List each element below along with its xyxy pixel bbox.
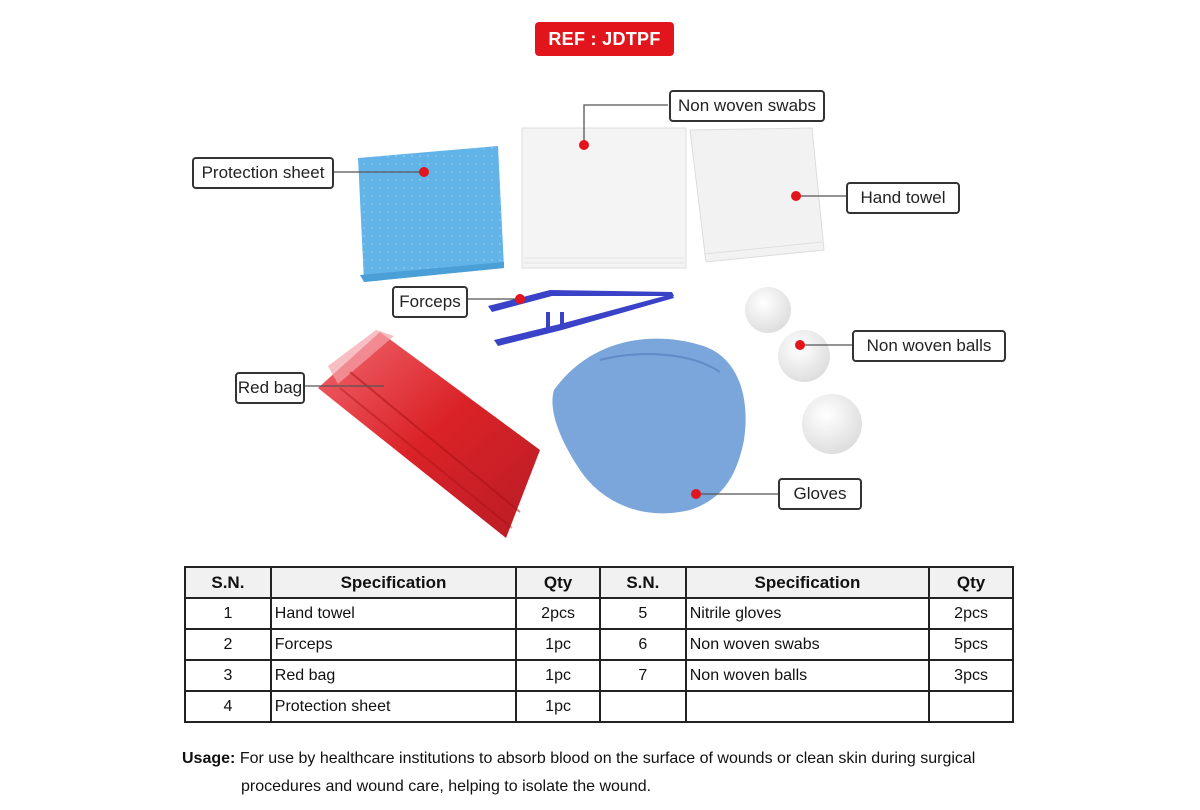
header-qty: Qty [516, 567, 600, 598]
hand-towel-image [690, 128, 824, 262]
usage-note [182, 745, 1022, 801]
cell-specification: Nitrile gloves [686, 598, 929, 629]
cell-sn [600, 691, 686, 722]
table-row [185, 691, 1013, 722]
specification-table [184, 566, 1014, 723]
cell-specification: Hand towel [271, 598, 516, 629]
cell-qty: 2pcs [516, 598, 600, 629]
usage-text-line2: procedures and wound care, helping to isolate the wound. [241, 778, 652, 795]
callout-non-woven-swabs: Non woven swabs [669, 90, 825, 122]
cell-sn: 2 [185, 629, 271, 660]
non-woven-swabs-image [522, 128, 686, 268]
cell-qty: 1pc [516, 629, 600, 660]
cell-specification: Non woven swabs [686, 629, 929, 660]
cell-qty: 1pc [516, 691, 600, 722]
callout-protection-sheet: Protection sheet [192, 157, 334, 189]
table-row [185, 660, 1013, 691]
red-bag-image [318, 330, 540, 538]
cell-sn: 1 [185, 598, 271, 629]
header-sn: S.N. [185, 567, 271, 598]
cell-specification: Protection sheet [271, 691, 516, 722]
callout-red-bag: Red bag [235, 372, 305, 404]
cell-qty: 2pcs [929, 598, 1013, 629]
cell-specification [686, 691, 929, 722]
cell-specification: Non woven balls [686, 660, 929, 691]
header-specification: Specification [686, 567, 929, 598]
table-row [185, 629, 1013, 660]
cell-sn: 5 [600, 598, 686, 629]
cell-qty: 5pcs [929, 629, 1013, 660]
cell-qty: 1pc [516, 660, 600, 691]
usage-label: Usage: [182, 750, 236, 767]
header-sn: S.N. [600, 567, 686, 598]
callout-forceps: Forceps [392, 286, 468, 318]
header-qty: Qty [929, 567, 1013, 598]
usage-text-line1: For use by healthcare institutions to absorb blood on the surface of wounds or clean skin during surgical [239, 750, 976, 767]
cell-qty [929, 691, 1013, 722]
cell-qty: 3pcs [929, 660, 1013, 691]
cell-sn: 6 [600, 629, 686, 660]
cell-sn: 7 [600, 660, 686, 691]
cell-sn: 3 [185, 660, 271, 691]
gloves-image [552, 339, 745, 514]
ref-badge: REF : JDTPF [535, 22, 674, 56]
cell-sn: 4 [185, 691, 271, 722]
cell-specification: Red bag [271, 660, 516, 691]
protection-sheet-image [358, 146, 504, 282]
cell-specification: Forceps [271, 629, 516, 660]
callout-non-woven-balls: Non woven balls [852, 330, 1006, 362]
table-row [185, 598, 1013, 629]
table-header-row [185, 567, 1013, 598]
non-woven-balls-image [745, 287, 862, 454]
callout-hand-towel: Hand towel [846, 182, 960, 214]
header-specification: Specification [271, 567, 516, 598]
callout-gloves: Gloves [778, 478, 862, 510]
